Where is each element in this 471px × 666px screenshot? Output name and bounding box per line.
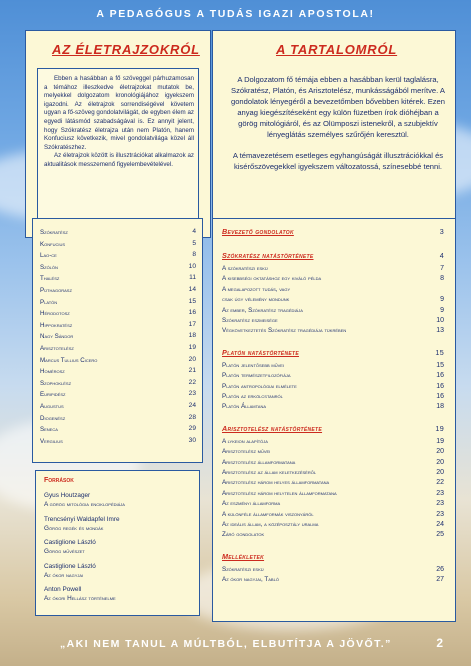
toc-label: Mellékletek [222, 551, 265, 561]
source-item [44, 539, 96, 555]
header-bar [0, 0, 471, 28]
source-author: Gyus Houtzager [44, 492, 91, 499]
toc-label: Az ókor nagyjai, Tabló [222, 576, 279, 584]
toc-page: 24 [436, 521, 444, 528]
bio-paragraph: Ebben a hasábban a fő szöveggel párhuzamosan a témához illeszkedve életrajzokat mutatok be, melyekkel dolgozatom kronológiájához igyekszem igazodni. Az életrajzok sorrendiségével követem ugyan a fő-szöveg gondolatvilágát, de egyben élem az egyedi látásmód szabadságával is. Ez annyit jelent, hogy Szókratész életrajza után nem Platón, hanem Konfuciusz következik, mivel gondolatvilága közel áll Szókratészhez. [44, 75, 194, 151]
toc-label: Arisztotelész művei [222, 448, 271, 456]
toc-label: Bevezető gondolatok [222, 227, 294, 236]
bio-index-page: 18 [188, 332, 196, 340]
toc-entry [222, 566, 444, 573]
bio-index-name: Arisztotelész [40, 345, 74, 352]
toc-page: 8 [440, 275, 444, 283]
toc-label: Platón antropológiai elmélete [222, 382, 297, 390]
toc-label: Arisztotelész három helyes államformatana [222, 479, 330, 487]
toc-section-heading [222, 424, 444, 433]
bio-index-row [40, 344, 196, 355]
toc-label: A kisebbségi oktatáshoz egy kiváló példa [222, 275, 322, 283]
toc-page: 18 [436, 403, 444, 411]
bio-index-name: Platón [40, 298, 58, 306]
summary-text [230, 74, 446, 182]
source-item [44, 563, 96, 579]
toc-entry [222, 521, 444, 528]
bio-index-name: Seneca [40, 426, 58, 434]
bio-index-row [40, 379, 196, 390]
bio-index-row [40, 228, 196, 239]
bio-index-row [40, 309, 196, 320]
page-number: 2 [436, 636, 443, 650]
bio-index-row [40, 274, 196, 285]
source-author: Castiglione László [44, 562, 96, 570]
toc-label: Szókratész natástörténete [222, 251, 314, 260]
toc-label: Platón Államtana [222, 403, 267, 411]
toc-entry [222, 265, 444, 272]
toc-page: 9 [440, 306, 444, 314]
bio-index-name: Lao-ce [40, 252, 57, 260]
toc-label: Szókratészi eskü [222, 565, 264, 573]
toc-section-heading [222, 552, 444, 561]
toc-label: A szókratészi eskü [222, 265, 268, 272]
bio-index-page: 30 [188, 436, 196, 444]
toc-entry [222, 500, 444, 507]
toc-entry [222, 490, 444, 497]
toc-page: 23 [436, 489, 444, 497]
bio-index-page: 16 [188, 309, 196, 317]
footer-motto: „AKI NEM TANUL A MÚLTBÓL, ELBUTÍTJA A JÖVŐT.” [60, 638, 392, 650]
bio-index-row [40, 263, 196, 274]
bio-index-page: 22 [188, 378, 196, 386]
toc-entry [222, 448, 444, 455]
summary-paragraph: A Dolgozatom fő témája ebben a hasábban kerül taglalásra, Szókratész, Platón, és Arisztotelész, munkásságából merítve. A gondolatok lényegéről a bevezetőmben bővebben kitérek. Ezen anyag kiegészítéseként egy külön füzetben írok dióhéjban a görög mitológiáról, és az Olümposzi istenekről, a szubjektív lényeglátás személyes szűrőjén keresztül. [230, 75, 446, 139]
toc-entry [222, 317, 444, 324]
bio-index-name: Euripidész [40, 391, 66, 399]
toc-label: Platón az erkölcstanról [222, 393, 283, 400]
toc-label: A különféle államformák viszonyáról [222, 510, 314, 518]
toc-entry [222, 362, 444, 369]
toc-page: 19 [436, 437, 444, 445]
summary-heading: A TARTALOMRÓL [276, 42, 398, 57]
bio-index-name: Homérosz [40, 368, 65, 376]
bio-index-page: 15 [188, 297, 196, 305]
bio-index-row [40, 240, 196, 251]
footer-bar [0, 628, 471, 666]
toc-label: Szókratész eszmeisége [222, 317, 278, 324]
toc-entry [222, 327, 444, 334]
header-slogan: A PEDAGÓGUS A TUDÁS IGAZI APOSTOLA! [96, 8, 375, 20]
toc-entry [222, 438, 444, 445]
bio-index-page: 8 [192, 251, 196, 259]
toc-page: 15 [435, 347, 444, 357]
bio-index-page: 28 [188, 413, 196, 421]
toc-page: 13 [436, 327, 444, 335]
toc-entry [222, 372, 444, 379]
bio-index-name: Augustus [40, 403, 64, 410]
toc-section-heading [222, 227, 444, 236]
bio-index-row [40, 402, 196, 413]
toc-label: Arisztotelész natástörténete [222, 423, 323, 433]
bio-index-name: Szókratész [40, 229, 68, 236]
toc-page: 16 [436, 372, 444, 380]
toc-page: 19 [435, 423, 444, 433]
toc-page: 10 [436, 317, 444, 324]
toc-label: Platón natástörténete [222, 347, 299, 357]
toc-label: Végkövetkeztetés Szókratész tragédiája tükrében [222, 327, 347, 335]
sources-title: Források [44, 477, 74, 484]
source-author: Castiglione László [44, 539, 96, 546]
toc-entry [222, 275, 444, 282]
toc-page: 15 [436, 361, 444, 369]
bio-index-page: 29 [188, 425, 196, 433]
source-item [44, 516, 120, 532]
toc-page: 25 [436, 531, 444, 539]
source-item [44, 586, 116, 602]
bio-index-name: Püthagorasz [40, 287, 72, 294]
bio-index-name: Marcus Tullius Cicero [40, 356, 98, 364]
toc-label: A megalapozott tudás, vagy [222, 285, 291, 293]
bio-index-page: 19 [188, 344, 196, 351]
bio-index-name: Diogenész [40, 414, 66, 422]
toc-page: 23 [436, 510, 444, 518]
toc-page: 16 [436, 382, 444, 390]
source-title: A görög mitológia enciklopédiája [44, 501, 125, 508]
toc-label: Záró gondolatok [222, 531, 265, 539]
toc-entry [222, 576, 444, 583]
toc-entry [222, 469, 444, 476]
source-author: Anton Powell [44, 586, 82, 593]
source-title: Görög regék és mondák [44, 524, 104, 532]
toc-page: 20 [436, 469, 444, 476]
bio-index-row [40, 286, 196, 297]
bio-index-row [40, 437, 196, 448]
toc-page: 23 [436, 500, 444, 508]
toc-label: csak úgy vélemény mondunk [222, 296, 290, 304]
source-title: Az ókori Hellász történelme [44, 595, 116, 602]
toc-entry [222, 286, 444, 293]
bio-index-page: 17 [188, 320, 196, 328]
bio-index-name: Konfucius [40, 240, 66, 248]
bio-index-name: Szólón [40, 263, 58, 271]
bio-index-row [40, 321, 196, 332]
toc-label: Az ember, Szókratész tragédiája [222, 306, 303, 314]
toc-page: 20 [436, 458, 444, 466]
bio-index-name: Thalész [40, 275, 60, 283]
bio-index-page: 5 [192, 239, 196, 247]
toc-label: Az eszményi államforma [222, 500, 281, 508]
bio-index-row [40, 251, 196, 262]
toc-entry [222, 511, 444, 518]
toc-entry [222, 383, 444, 390]
toc-section-heading [222, 348, 444, 357]
toc-label: Az ideális állam, a középosztály uralma [222, 521, 319, 528]
toc-section-heading [222, 251, 444, 260]
source-title: Görög művészet [44, 548, 85, 555]
bio-heading: AZ ÉLETRAJZOKRÓL [52, 42, 200, 57]
toc-entry [222, 393, 444, 400]
toc-page: 9 [440, 296, 444, 304]
bio-index-page: 24 [188, 402, 196, 409]
bio-index-page: 11 [189, 274, 196, 282]
source-item [44, 492, 125, 508]
bio-index-name: Hippokratész [40, 321, 73, 329]
bio-index-name: Szophoklész [40, 379, 72, 387]
toc-entry [222, 403, 444, 410]
bio-index-name: Vergilius [40, 437, 63, 445]
bio-index-row [40, 332, 196, 343]
toc-entry [222, 296, 444, 303]
toc-page: 26 [436, 565, 444, 573]
toc-page: 27 [436, 576, 444, 584]
toc-entry [222, 459, 444, 466]
toc-label: Arisztotelész három helytelen államformatana [222, 489, 337, 497]
toc-label: A lykeion alapítója [222, 437, 268, 445]
source-title: Az ókor nagyjai [44, 571, 84, 579]
bio-index-row [40, 425, 196, 436]
bio-index-row [40, 298, 196, 309]
bio-index-row [40, 356, 196, 367]
bio-index-page: 4 [192, 228, 196, 235]
toc-page: 16 [436, 393, 444, 400]
toc-entry [222, 531, 444, 538]
toc-entry [222, 307, 444, 314]
toc-page: 22 [436, 479, 444, 487]
bio-index-page: 20 [188, 355, 196, 363]
toc-entry [222, 479, 444, 486]
toc-page: 7 [440, 265, 444, 272]
bio-index-row [40, 367, 196, 378]
bio-index-name: Hérodotosz [40, 310, 70, 318]
toc-label: Platón jelentősebb művei [222, 361, 285, 369]
toc-page: 3 [439, 227, 444, 236]
bio-index-row [40, 414, 196, 425]
source-author: Trencsényi Waldapfel Imre [44, 515, 120, 523]
bio-index-name: Nagy Sándor [40, 333, 74, 341]
toc-page: 4 [439, 251, 444, 260]
bio-index-row [40, 390, 196, 401]
bio-index-page: 21 [188, 367, 196, 375]
summary-paragraph: A témavezetésem esetleges egyhangúságát illusztrációkkal és kisérőszövegekkel igyekszem változatossá, színesebbé tenni. [232, 151, 444, 171]
toc-page: 20 [436, 448, 444, 456]
bio-index-page: 14 [188, 286, 196, 293]
bio-index-page: 10 [188, 262, 196, 270]
toc-label: Arisztotelész államformatana [222, 458, 296, 466]
bio-text [44, 75, 194, 170]
bio-index-page: 23 [188, 390, 196, 398]
toc-label: Platón természetfilozófiája [222, 372, 291, 380]
bio-paragraph: Az életrajzok között is illusztrációkat alkalmazok az aktualitások messzemenő figyelembevételével. [44, 152, 194, 168]
toc-label: Arisztotelész az állam keletkezéséről [222, 469, 317, 476]
